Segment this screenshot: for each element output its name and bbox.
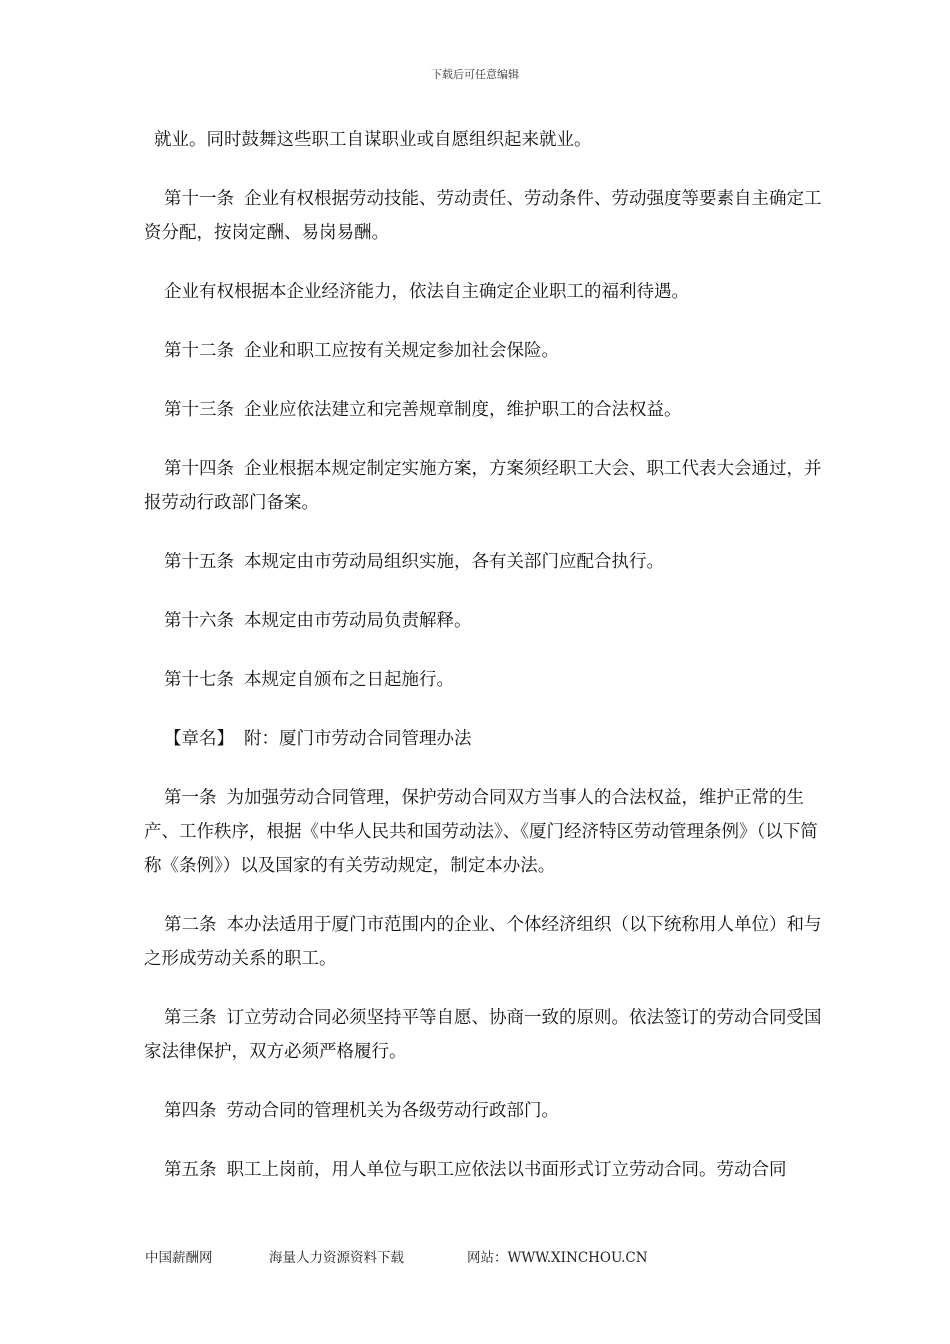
- article-number: 第二条: [164, 915, 217, 935]
- article-number: 第四条: [164, 1101, 217, 1121]
- paragraph-text: 本规定由市劳动局组织实施，各有关部门应配合执行。: [244, 552, 664, 572]
- footer-site-name: 中国薪酬网: [145, 1250, 213, 1266]
- article-number: 第一条: [164, 788, 217, 808]
- paragraph-11: [144, 908, 834, 976]
- paragraph-4: [144, 393, 834, 427]
- paragraph-text: 职工上岗前，用人单位与职工应依法以书面形式订立劳动合同。劳动合同: [226, 1160, 787, 1180]
- paragraph-text: 就业。同时鼓舞这些职工自谋职业或自愿组织起来就业。: [154, 130, 592, 150]
- paragraph-text: 企业应依法建立和完善规章制度，维护职工的合法权益。: [244, 400, 682, 420]
- paragraph-text: 本规定由市劳动局负责解释。: [244, 611, 472, 631]
- paragraph-text: 为加强劳动合同管理，保护劳动合同双方当事人的合法权益，维护正常的生产、工作秩序，根据《中华人民共和国劳动法》、《厦门经济特区劳动管理条例》（以下简称《条例》）以及国家的有关劳动规定，制定本办法。: [144, 788, 818, 876]
- paragraph-text: 订立劳动合同必须坚持平等自愿、协商一致的原则。依法签订的劳动合同受国家法律保护，双方必须严格履行。: [144, 1008, 822, 1062]
- chapter-label: 【章名】: [164, 729, 234, 749]
- footer-website-link[interactable]: 网站：WWW.XINCHOU.CN: [467, 1250, 648, 1266]
- article-number: 第十五条: [164, 552, 234, 572]
- paragraph-8: [144, 663, 834, 697]
- paragraph-text: 企业有权根据劳动技能、劳动责任、劳动条件、劳动强度等要素自主确定工资分配，按岗定酬、易岗易酬。: [144, 189, 822, 243]
- paragraph-14: [144, 1153, 834, 1187]
- paragraph-13: [144, 1094, 834, 1128]
- paragraph-text: 劳动合同的管理机关为各级劳动行政部门。: [226, 1101, 559, 1121]
- article-number: 第十一条: [164, 189, 234, 209]
- paragraph-text: 本办法适用于厦门市范围内的企业、个体经济组织（以下统称用人单位）和与之形成劳动关系的职工。: [144, 915, 822, 969]
- article-number: 第十二条: [164, 341, 234, 361]
- chapter-title: 附：厦门市劳动合同管理办法: [244, 729, 472, 749]
- article-number: 第三条: [164, 1008, 217, 1028]
- paragraph-3: [144, 334, 834, 368]
- paragraph-10: [144, 781, 834, 883]
- article-number: 第十六条: [164, 611, 234, 631]
- paragraph-1: [144, 182, 834, 250]
- paragraph-text: 企业根据本规定制定实施方案，方案须经职工大会、职工代表大会通过，并报劳动行政部门备案。: [144, 459, 822, 513]
- paragraph-0: [144, 123, 834, 157]
- paragraph-7: [144, 604, 834, 638]
- page-header: 下载后可任意编辑: [431, 68, 519, 81]
- document-body: [144, 123, 834, 1212]
- paragraph-text: 企业和职工应按有关规定参加社会保险。: [244, 341, 559, 361]
- paragraph-6: [144, 545, 834, 579]
- article-number: 第五条: [164, 1160, 217, 1180]
- paragraph-text: 本规定自颁布之日起施行。: [244, 670, 454, 690]
- article-number: 第十四条: [164, 459, 234, 479]
- article-number: 第十三条: [164, 400, 234, 420]
- paragraph-2: [144, 275, 834, 309]
- paragraph-12: [144, 1001, 834, 1069]
- paragraph-5: [144, 452, 834, 520]
- article-number: 第十七条: [164, 670, 234, 690]
- footer-slogan: 海量人力资源资料下载: [269, 1250, 404, 1266]
- paragraph-text: 企业有权根据本企业经济能力，依法自主确定企业职工的福利待遇。: [164, 282, 689, 302]
- chapter-heading: [144, 722, 834, 756]
